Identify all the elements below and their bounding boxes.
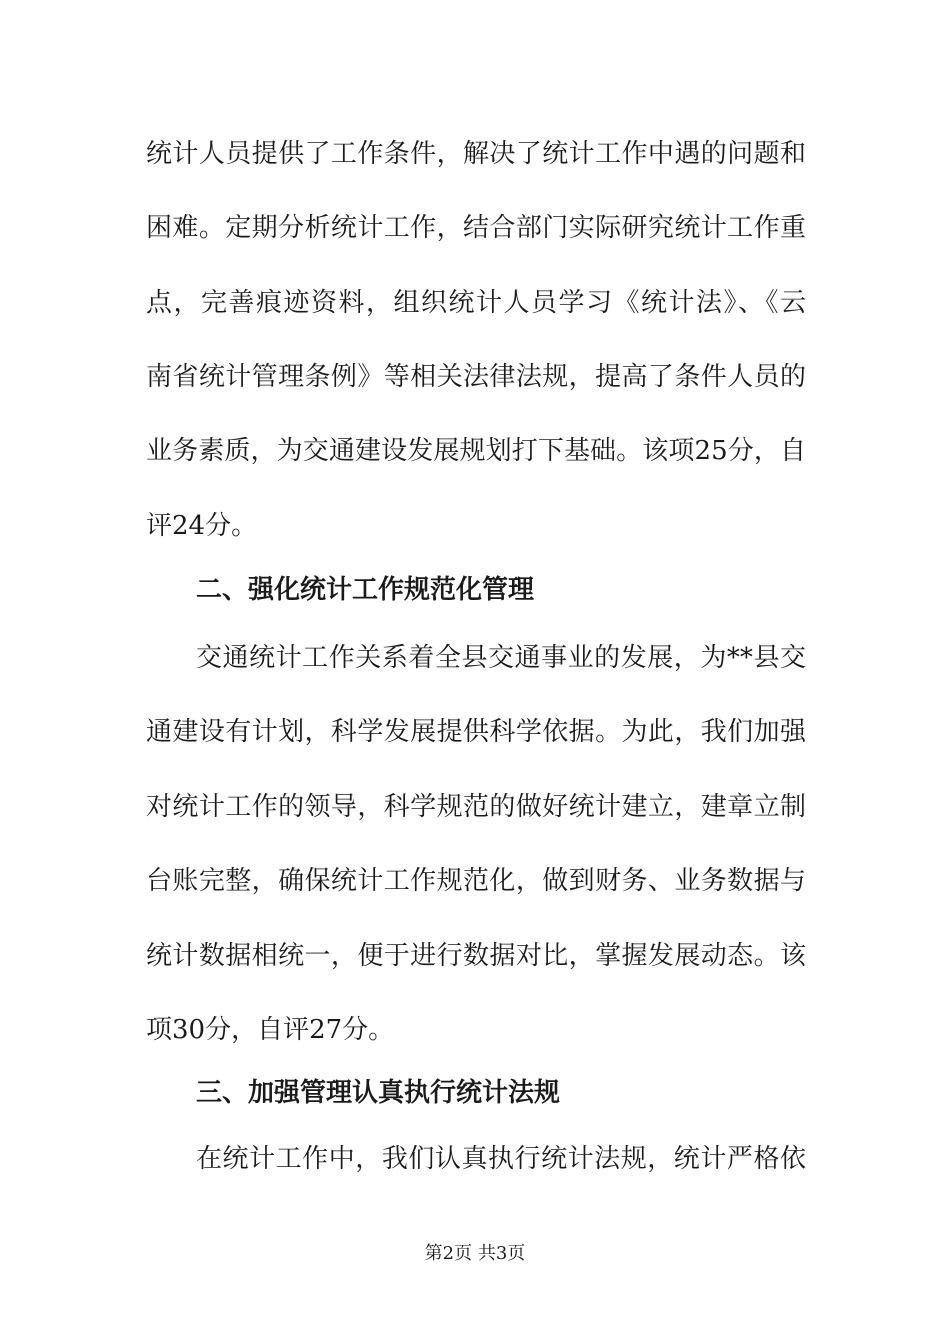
paragraph-line: 业务素质，为交通建设发展规划打下基础。该项25分，自 xyxy=(146,436,806,466)
paragraph-line: 台账完整，确保统计工作规范化，做到财务、业务数据与 xyxy=(146,866,806,896)
paragraph-line: 在统计工作中，我们认真执行统计法规，统计严格依 xyxy=(196,1144,806,1174)
paragraph-line: 评24分。 xyxy=(146,511,258,541)
paragraph-line: 对统计工作的领导，科学规范的做好统计建立，建章立制 xyxy=(146,792,806,822)
paragraph-line: 统计人员提供了工作条件，解决了统计工作中遇的问题和 xyxy=(146,139,806,169)
section-heading: 二、强化统计工作规范化管理 xyxy=(196,575,535,605)
page-number-footer: 第2页 共3页 xyxy=(424,1243,526,1264)
paragraph-line: 统计数据相统一，便于进行数据对比，掌握发展动态。该 xyxy=(146,941,806,971)
section-heading: 三、加强管理认真执行统计法规 xyxy=(196,1078,561,1108)
paragraph-line: 困难。定期分析统计工作，结合部门实际研究统计工作重 xyxy=(146,213,806,243)
paragraph-line: 点，完善痕迹资料，组织统计人员学习《统计法》、《云 xyxy=(146,288,806,318)
paragraph-line: 项30分，自评27分。 xyxy=(146,1015,395,1045)
paragraph-line: 交通统计工作关系着全县交通事业的发展，为**县交 xyxy=(196,643,806,673)
paragraph-line: 通建设有计划，科学发展提供科学依据。为此，我们加强 xyxy=(146,717,806,747)
paragraph-line: 南省统计管理条例》等相关法律法规，提高了条件人员的 xyxy=(146,362,806,392)
